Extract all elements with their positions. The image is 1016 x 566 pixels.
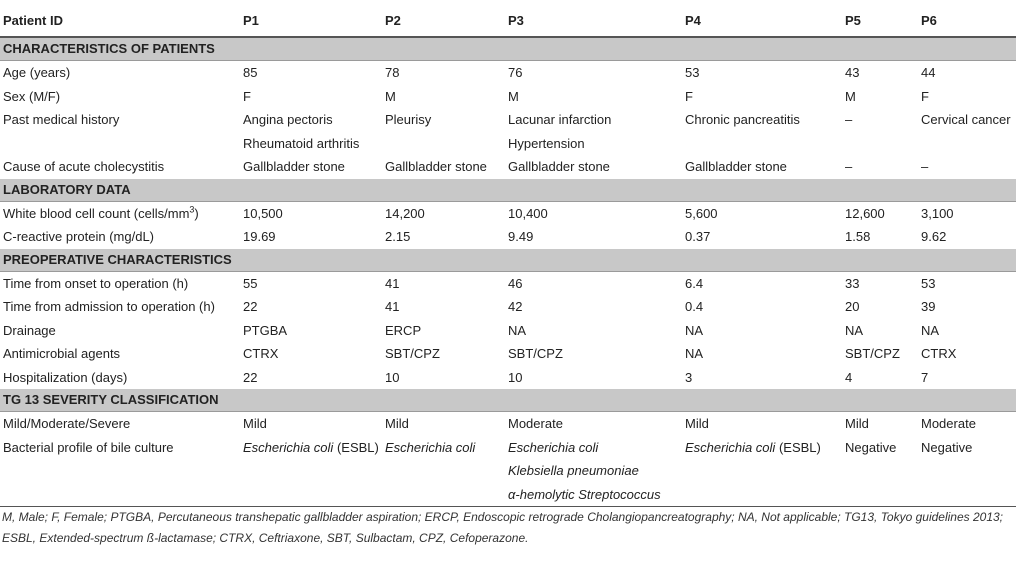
wbc-label-text: White blood cell count (cells/mm xyxy=(3,205,190,221)
cell-p1 xyxy=(240,108,382,155)
section-preoperative xyxy=(0,249,1016,272)
header-p1: P1 xyxy=(240,6,382,37)
cell-p4: 53 xyxy=(685,65,700,80)
cell-p3: SBT/CPZ xyxy=(508,346,563,361)
cell-p5: 33 xyxy=(845,275,860,291)
cell-p2: Mild xyxy=(385,416,409,431)
history-line: Rheumatoid arthritis xyxy=(243,135,360,151)
cell-p4: NA xyxy=(685,346,704,361)
cell-p5: 4 xyxy=(845,369,853,385)
table-row-wbc xyxy=(0,201,1016,225)
table-row-bile-culture xyxy=(0,436,1016,507)
cell-p1: 10,500 xyxy=(243,205,283,221)
table-footnote: M, Male; F, Female; PTGBA, Percutaneous transhepatic gallbladder aspiration; ERCP, Endoscopic retrograde Cholangiopancreatography; NA, Not applicable; TG13, Tokyo guidelines 2013; ESBL, Extended-spectrum ß-lactamase; CTRX, Ceftriaxone, SBT, Sulbactam, CPZ, Cefoperazone. xyxy=(2,510,1004,545)
cell-p5: – xyxy=(845,159,853,174)
cell-p2: 2.15 xyxy=(385,229,411,244)
cell-p6: CTRX xyxy=(921,346,957,361)
table-row-age xyxy=(0,61,1016,85)
cell-p2: SBT/CPZ xyxy=(385,346,440,361)
wbc-label-close: ) xyxy=(194,205,199,221)
header-p4: P4 xyxy=(682,6,842,37)
cell-p6: 7 xyxy=(921,369,929,385)
cell-p6: 3,100 xyxy=(921,205,954,221)
table-row-hospitalization xyxy=(0,366,1016,390)
cell-p5: 43 xyxy=(845,65,860,80)
header-p2: P2 xyxy=(382,6,505,37)
cell-p6: Cervical cancer xyxy=(921,112,1011,127)
cell-p4: Chronic pancreatitis xyxy=(685,112,800,127)
cell-p3: Gallbladder stone xyxy=(508,159,610,174)
cell-p4: 6.4 xyxy=(685,275,704,291)
cell-p1: 22 xyxy=(243,369,258,385)
cell-p5: NA xyxy=(845,322,864,338)
cell-p4: 3 xyxy=(685,369,693,385)
cell-p2: Pleurisy xyxy=(385,112,432,127)
patient-table xyxy=(0,6,1016,507)
table-row-severity xyxy=(0,412,1016,436)
cell-p4: 5,600 xyxy=(685,205,718,221)
cell-p4: NA xyxy=(685,322,704,338)
cell-p1: PTGBA xyxy=(243,322,288,338)
header-p3: P3 xyxy=(505,6,682,37)
cell-p1: Gallbladder stone xyxy=(243,159,345,174)
cell-p1: F xyxy=(243,88,251,104)
row-label xyxy=(0,201,240,225)
cell-p6: NA xyxy=(921,322,940,338)
cell-p2: 10 xyxy=(385,369,400,385)
cell-p6: Negative xyxy=(918,436,1016,507)
section-characteristics xyxy=(0,37,1016,61)
cell-p2: 78 xyxy=(385,65,400,80)
row-label: Sex (M/F) xyxy=(3,88,61,104)
section-title: TG 13 SEVERITY CLASSIFICATION xyxy=(0,389,1016,412)
cell-p2: Gallbladder stone xyxy=(385,159,487,174)
cell-p3: Moderate xyxy=(508,416,563,431)
cell-p6: 39 xyxy=(921,299,936,314)
cell-p3: 76 xyxy=(508,65,523,80)
row-label: Hospitalization (days) xyxy=(3,369,128,385)
row-label: Drainage xyxy=(3,322,56,338)
cell-p4: Mild xyxy=(685,416,709,431)
history-line: Hypertension xyxy=(508,135,585,151)
organism-name: Klebsiella pneumoniae xyxy=(508,463,639,478)
cell-p6: – xyxy=(921,159,929,174)
organism-note: (ESBL) xyxy=(333,439,379,455)
cell-p3: 10,400 xyxy=(508,205,548,221)
table-header-row xyxy=(0,6,1016,37)
cell-p5: M xyxy=(845,88,856,104)
cell-p3 xyxy=(505,108,682,155)
cell-p6: 53 xyxy=(921,275,936,291)
cell-p3: M xyxy=(508,88,519,104)
cell-p6: Moderate xyxy=(921,416,976,431)
cell-p5: 12,600 xyxy=(845,205,885,221)
cell-p4: F xyxy=(685,88,693,104)
organism-name: α-hemolytic Streptococcus xyxy=(508,486,661,502)
table-row-antimicrobial xyxy=(0,342,1016,366)
cell-p1: 55 xyxy=(243,275,258,291)
row-label: Age (years) xyxy=(3,65,71,80)
cell-p6: F xyxy=(921,88,929,104)
table-row-drainage xyxy=(0,319,1016,343)
cell-p1: 19.69 xyxy=(243,229,276,244)
header-p6: P6 xyxy=(918,6,1016,37)
cell-p2: 14,200 xyxy=(385,205,425,221)
table-row-history xyxy=(0,108,1016,155)
section-title: LABORATORY DATA xyxy=(0,179,1016,202)
cell-p3: 9.49 xyxy=(508,229,534,244)
table-row-admission xyxy=(0,295,1016,319)
section-title: PREOPERATIVE CHARACTERISTICS xyxy=(0,249,1016,272)
organism-name: Escherichia coli xyxy=(508,439,599,455)
table-row-onset xyxy=(0,271,1016,295)
cell-p5: SBT/CPZ xyxy=(845,346,900,361)
section-tg13 xyxy=(0,389,1016,412)
cell-p2: M xyxy=(385,88,396,104)
row-label: Cause of acute cholecystitis xyxy=(3,159,165,174)
organism-name: Escherichia coli xyxy=(685,439,776,455)
row-label: Mild/Moderate/Severe xyxy=(3,416,131,431)
history-line: Lacunar infarction xyxy=(508,112,612,127)
cell-p1: 22 xyxy=(243,299,258,314)
cell-p4 xyxy=(682,436,842,507)
cell-p6: 44 xyxy=(921,65,936,80)
organism-name: Escherichia coli xyxy=(385,439,476,455)
cell-p4: 0.4 xyxy=(685,299,704,314)
table-row-sex xyxy=(0,85,1016,109)
cell-p1 xyxy=(240,436,382,507)
cell-p3: 46 xyxy=(508,275,523,291)
row-label: Antimicrobial agents xyxy=(3,346,121,361)
cell-p4: Gallbladder stone xyxy=(685,159,787,174)
cell-p1: Mild xyxy=(243,416,267,431)
cell-p6: 9.62 xyxy=(921,229,947,244)
section-laboratory xyxy=(0,179,1016,202)
organism-name: Escherichia coli xyxy=(243,439,334,455)
cell-p5: Negative xyxy=(842,436,918,507)
organism-note: (ESBL) xyxy=(775,439,821,455)
wbc-label-superscript: 3 xyxy=(189,204,195,215)
section-title: CHARACTERISTICS OF PATIENTS xyxy=(0,37,1016,61)
cell-p2: 41 xyxy=(385,275,400,291)
table-row-cause xyxy=(0,155,1016,179)
cell-p5: 1.58 xyxy=(845,229,871,244)
row-label: Time from admission to operation (h) xyxy=(3,299,215,314)
cell-p3: 42 xyxy=(508,299,523,314)
cell-p1: CTRX xyxy=(243,346,279,361)
row-label: Time from onset to operation (h) xyxy=(3,275,189,291)
table-row-crp xyxy=(0,225,1016,249)
cell-p2 xyxy=(382,436,505,507)
cell-p5: 20 xyxy=(845,299,860,314)
history-line: Angina pectoris xyxy=(243,112,333,127)
cell-p2: ERCP xyxy=(385,322,422,338)
cell-p1: 85 xyxy=(243,65,258,80)
header-patient-id: Patient ID xyxy=(0,6,240,37)
cell-p2: 41 xyxy=(385,299,400,314)
row-label: C-reactive protein (mg/dL) xyxy=(3,229,154,244)
cell-p3: 10 xyxy=(508,369,523,385)
cell-p4: 0.37 xyxy=(685,229,711,244)
cell-p5: Mild xyxy=(845,416,869,431)
row-label: Bacterial profile of bile culture xyxy=(0,436,240,507)
cell-p3 xyxy=(505,436,682,507)
cell-p5: – xyxy=(845,112,853,127)
cell-p3: NA xyxy=(508,322,527,338)
row-label: Past medical history xyxy=(3,112,120,127)
header-p5: P5 xyxy=(842,6,918,37)
